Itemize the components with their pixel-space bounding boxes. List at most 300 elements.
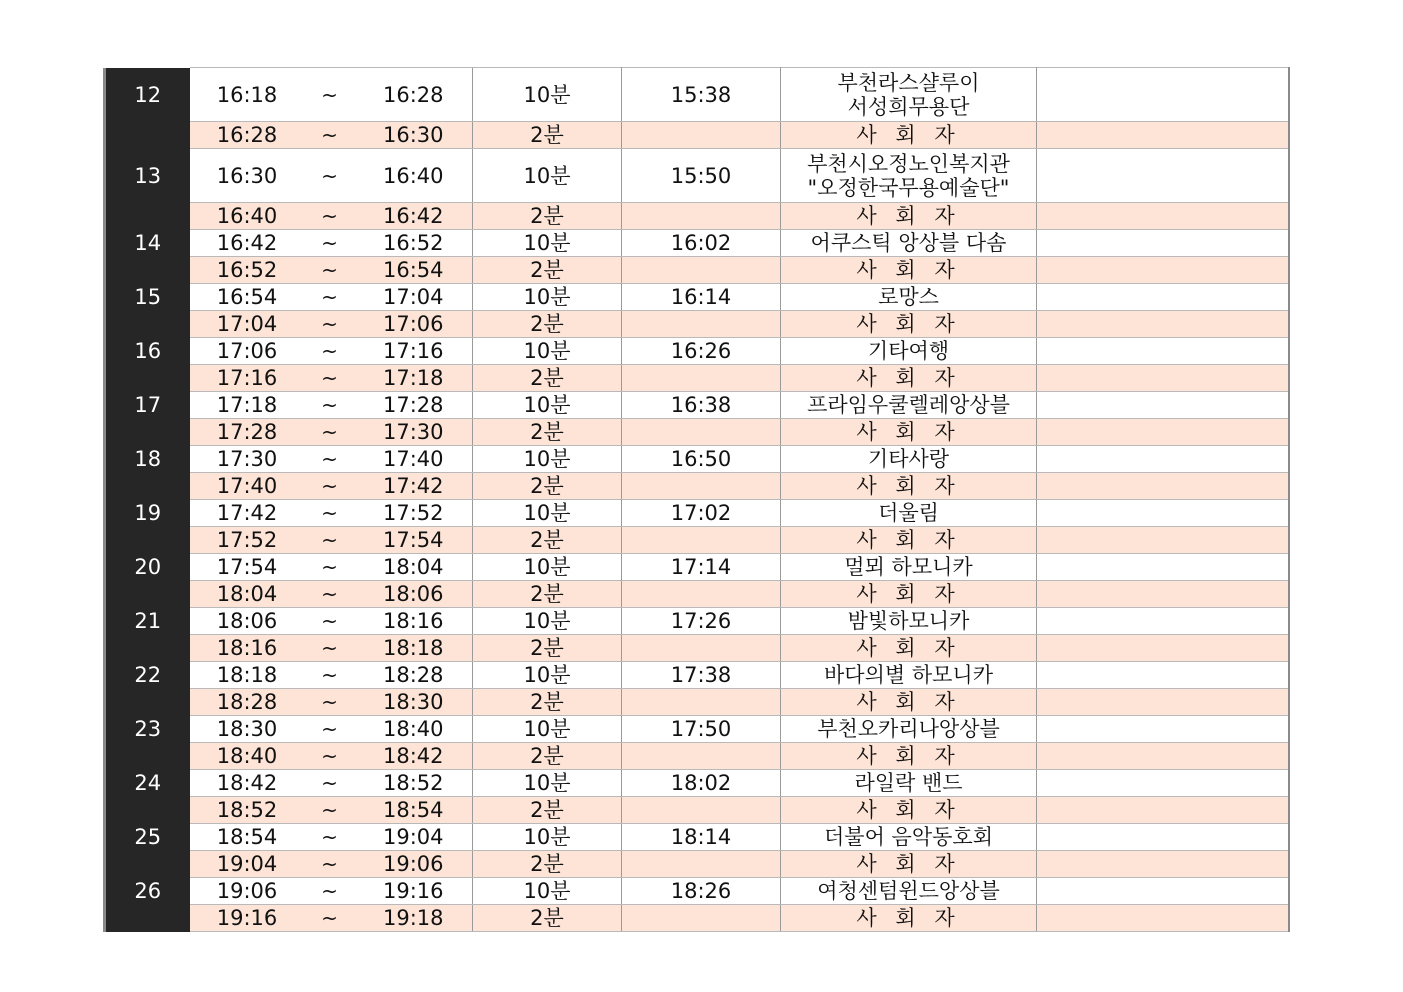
end-time-cell: 18:54 (355, 797, 473, 824)
performer-name-cell (781, 257, 1037, 284)
end-time-cell: 19:04 (355, 824, 473, 851)
performer-name-cell (781, 311, 1037, 338)
performer-name-cell (781, 365, 1037, 392)
duration-cell: 10분 (473, 554, 622, 581)
performance-row (105, 716, 1289, 743)
duration-cell: 2분 (473, 581, 622, 608)
performer-name-line: 멀뫼 하모니카 (844, 555, 973, 579)
performance-number-cell (105, 473, 190, 500)
performance-number-cell: 15 (105, 284, 190, 311)
start-time-cell: 17:06 (190, 338, 305, 365)
performance-number-cell (105, 905, 190, 932)
host-break-row (105, 203, 1289, 230)
end-time-cell: 18:16 (355, 608, 473, 635)
host-break-row (105, 419, 1289, 446)
time-separator-cell: ~ (305, 446, 355, 473)
end-time-cell: 17:06 (355, 311, 473, 338)
performance-row (105, 500, 1289, 527)
performer-name-cell (781, 473, 1037, 500)
time-separator-cell: ~ (305, 365, 355, 392)
start-time-cell: 17:16 (190, 365, 305, 392)
end-time-cell: 18:52 (355, 770, 473, 797)
time-separator-cell: ~ (305, 797, 355, 824)
performer-name-cell (781, 608, 1037, 635)
end-time-cell: 18:18 (355, 635, 473, 662)
end-time-cell: 17:40 (355, 446, 473, 473)
start-time-cell: 19:16 (190, 905, 305, 932)
performer-name-line: 사 회 자 (856, 420, 961, 444)
host-break-row (105, 851, 1289, 878)
performance-number-cell (105, 743, 190, 770)
duration-cell: 2분 (473, 851, 622, 878)
host-break-row (105, 257, 1289, 284)
arrival-time-cell: 16:38 (622, 392, 781, 419)
arrival-time-cell: 16:14 (622, 284, 781, 311)
note-cell (1037, 149, 1289, 203)
end-time-cell: 19:06 (355, 851, 473, 878)
performer-name-line: "오정한국무용예술단" (807, 175, 1010, 200)
performer-name-cell (781, 743, 1037, 770)
start-time-cell: 16:28 (190, 122, 305, 149)
end-time-cell: 17:04 (355, 284, 473, 311)
duration-cell: 2분 (473, 122, 622, 149)
note-cell (1037, 392, 1289, 419)
start-time-cell: 18:06 (190, 608, 305, 635)
duration-cell: 10분 (473, 608, 622, 635)
arrival-time-cell (622, 743, 781, 770)
note-cell (1037, 797, 1289, 824)
note-cell (1037, 770, 1289, 797)
end-time-cell: 16:52 (355, 230, 473, 257)
arrival-time-cell: 16:02 (622, 230, 781, 257)
note-cell (1037, 500, 1289, 527)
end-time-cell: 18:42 (355, 743, 473, 770)
host-break-row (105, 689, 1289, 716)
time-separator-cell: ~ (305, 716, 355, 743)
performer-name-line: 사 회 자 (856, 123, 961, 147)
duration-cell: 2분 (473, 473, 622, 500)
performance-number-cell (105, 797, 190, 824)
performer-name-line: 사 회 자 (856, 636, 961, 660)
arrival-time-cell: 16:26 (622, 338, 781, 365)
schedule-table (103, 67, 1290, 932)
performance-number-cell (105, 203, 190, 230)
note-cell (1037, 419, 1289, 446)
performer-name-line: 부천라스샬루이 (837, 70, 980, 95)
performance-number-cell: 25 (105, 824, 190, 851)
time-separator-cell: ~ (305, 500, 355, 527)
duration-cell: 2분 (473, 365, 622, 392)
host-break-row (105, 527, 1289, 554)
time-separator-cell: ~ (305, 527, 355, 554)
performance-number-cell: 24 (105, 770, 190, 797)
duration-cell: 2분 (473, 635, 622, 662)
end-time-cell: 16:30 (355, 122, 473, 149)
arrival-time-cell (622, 257, 781, 284)
duration-cell: 10분 (473, 716, 622, 743)
note-cell (1037, 608, 1289, 635)
performer-name-line: 사 회 자 (856, 204, 961, 228)
schedule-body (105, 68, 1289, 932)
performer-name-cell (781, 392, 1037, 419)
end-time-cell: 18:06 (355, 581, 473, 608)
performance-row (105, 554, 1289, 581)
performer-name-cell (781, 905, 1037, 932)
host-break-row (105, 797, 1289, 824)
time-separator-cell: ~ (305, 554, 355, 581)
time-separator-cell: ~ (305, 770, 355, 797)
duration-cell: 10분 (473, 392, 622, 419)
note-cell (1037, 284, 1289, 311)
note-cell (1037, 311, 1289, 338)
performance-number-cell: 18 (105, 446, 190, 473)
duration-cell: 2분 (473, 311, 622, 338)
start-time-cell: 17:40 (190, 473, 305, 500)
performer-name-cell (781, 527, 1037, 554)
start-time-cell: 18:28 (190, 689, 305, 716)
arrival-time-cell (622, 365, 781, 392)
performer-name-line: 어쿠스틱 앙상블 다솜 (810, 231, 1007, 255)
start-time-cell: 17:18 (190, 392, 305, 419)
start-time-cell: 18:04 (190, 581, 305, 608)
duration-cell: 10분 (473, 284, 622, 311)
duration-cell: 2분 (473, 743, 622, 770)
performance-number-cell (105, 122, 190, 149)
arrival-time-cell (622, 635, 781, 662)
performance-number-cell: 19 (105, 500, 190, 527)
performer-name-cell (781, 716, 1037, 743)
end-time-cell: 18:40 (355, 716, 473, 743)
arrival-time-cell: 17:02 (622, 500, 781, 527)
performer-name-line: 로망스 (878, 285, 939, 309)
performer-name-cell (781, 878, 1037, 905)
performer-name-line: 서성희무용단 (847, 94, 970, 119)
note-cell (1037, 365, 1289, 392)
arrival-time-cell (622, 527, 781, 554)
performer-name-line: 사 회 자 (856, 312, 961, 336)
duration-cell: 10분 (473, 338, 622, 365)
end-time-cell: 19:16 (355, 878, 473, 905)
performer-name-line: 더불어 음악동호회 (824, 825, 993, 849)
arrival-time-cell: 17:14 (622, 554, 781, 581)
note-cell (1037, 257, 1289, 284)
performance-number-cell (105, 365, 190, 392)
start-time-cell: 17:52 (190, 527, 305, 554)
end-time-cell: 17:16 (355, 338, 473, 365)
time-separator-cell: ~ (305, 284, 355, 311)
performer-name-line: 기타여행 (867, 339, 950, 363)
performer-name-cell (781, 230, 1037, 257)
arrival-time-cell: 18:14 (622, 824, 781, 851)
start-time-cell: 18:16 (190, 635, 305, 662)
performer-name-line: 바다의별 하모니카 (824, 663, 993, 687)
performer-name-cell (781, 419, 1037, 446)
performance-row (105, 230, 1289, 257)
performance-number-cell: 17 (105, 392, 190, 419)
performance-number-cell: 20 (105, 554, 190, 581)
performance-row (105, 284, 1289, 311)
start-time-cell: 16:42 (190, 230, 305, 257)
performer-name-cell (781, 662, 1037, 689)
end-time-cell: 17:54 (355, 527, 473, 554)
note-cell (1037, 716, 1289, 743)
duration-cell: 2분 (473, 257, 622, 284)
duration-cell: 10분 (473, 878, 622, 905)
arrival-time-cell: 16:50 (622, 446, 781, 473)
note-cell (1037, 230, 1289, 257)
host-break-row (105, 311, 1289, 338)
performer-name-cell (781, 338, 1037, 365)
duration-cell: 10분 (473, 149, 622, 203)
performer-name-cell (781, 581, 1037, 608)
end-time-cell: 16:42 (355, 203, 473, 230)
performance-number-cell: 13 (105, 149, 190, 203)
time-separator-cell: ~ (305, 878, 355, 905)
start-time-cell: 18:52 (190, 797, 305, 824)
duration-cell: 2분 (473, 527, 622, 554)
performer-name-cell (781, 122, 1037, 149)
note-cell (1037, 851, 1289, 878)
performance-number-cell (105, 527, 190, 554)
time-separator-cell: ~ (305, 122, 355, 149)
performer-name-line: 기타사랑 (867, 447, 950, 471)
performance-number-cell (105, 851, 190, 878)
performer-name-cell (781, 284, 1037, 311)
end-time-cell: 19:18 (355, 905, 473, 932)
performer-name-line: 사 회 자 (856, 690, 961, 714)
performance-number-cell: 22 (105, 662, 190, 689)
time-separator-cell: ~ (305, 311, 355, 338)
start-time-cell: 18:54 (190, 824, 305, 851)
performance-row (105, 68, 1289, 122)
duration-cell: 2분 (473, 419, 622, 446)
performer-name-line: 사 회 자 (856, 258, 961, 282)
end-time-cell: 18:28 (355, 662, 473, 689)
start-time-cell: 18:42 (190, 770, 305, 797)
start-time-cell: 19:04 (190, 851, 305, 878)
performance-number-cell: 16 (105, 338, 190, 365)
arrival-time-cell: 17:38 (622, 662, 781, 689)
performer-name-line: 여청센텀윈드앙상블 (817, 879, 1000, 903)
note-cell (1037, 446, 1289, 473)
arrival-time-cell (622, 851, 781, 878)
time-separator-cell: ~ (305, 635, 355, 662)
performance-row (105, 149, 1289, 203)
performer-name-line: 밤빛하모니카 (847, 609, 970, 633)
note-cell (1037, 473, 1289, 500)
note-cell (1037, 68, 1289, 122)
time-separator-cell: ~ (305, 824, 355, 851)
end-time-cell: 17:42 (355, 473, 473, 500)
end-time-cell: 17:18 (355, 365, 473, 392)
duration-cell: 10분 (473, 446, 622, 473)
performance-row (105, 338, 1289, 365)
arrival-time-cell: 17:26 (622, 608, 781, 635)
start-time-cell: 16:40 (190, 203, 305, 230)
time-separator-cell: ~ (305, 338, 355, 365)
host-break-row (105, 743, 1289, 770)
end-time-cell: 17:28 (355, 392, 473, 419)
time-separator-cell: ~ (305, 743, 355, 770)
performance-number-cell: 14 (105, 230, 190, 257)
arrival-time-cell (622, 473, 781, 500)
note-cell (1037, 554, 1289, 581)
duration-cell: 2분 (473, 203, 622, 230)
end-time-cell: 16:28 (355, 68, 473, 122)
time-separator-cell: ~ (305, 662, 355, 689)
note-cell (1037, 689, 1289, 716)
arrival-time-cell (622, 905, 781, 932)
performer-name-cell (781, 68, 1037, 122)
performance-number-cell: 26 (105, 878, 190, 905)
performer-name-line: 사 회 자 (856, 528, 961, 552)
duration-cell: 10분 (473, 68, 622, 122)
start-time-cell: 18:18 (190, 662, 305, 689)
performer-name-line: 더울림 (878, 501, 939, 525)
performance-number-cell (105, 581, 190, 608)
performer-name-cell (781, 824, 1037, 851)
note-cell (1037, 581, 1289, 608)
start-time-cell: 16:18 (190, 68, 305, 122)
performance-number-cell (105, 635, 190, 662)
note-cell (1037, 122, 1289, 149)
performance-row (105, 878, 1289, 905)
arrival-time-cell (622, 122, 781, 149)
time-separator-cell: ~ (305, 608, 355, 635)
duration-cell: 2분 (473, 905, 622, 932)
host-break-row (105, 905, 1289, 932)
performance-number-cell (105, 419, 190, 446)
performer-name-line: 부천시오정노인복지관 (807, 151, 1010, 176)
time-separator-cell: ~ (305, 68, 355, 122)
note-cell (1037, 662, 1289, 689)
performer-name-line: 프라임우쿨렐레앙상블 (807, 393, 1010, 417)
performer-name-cell (781, 635, 1037, 662)
performer-name-cell (781, 203, 1037, 230)
start-time-cell: 17:30 (190, 446, 305, 473)
host-break-row (105, 365, 1289, 392)
arrival-time-cell: 18:02 (622, 770, 781, 797)
end-time-cell: 16:40 (355, 149, 473, 203)
note-cell (1037, 635, 1289, 662)
start-time-cell: 17:42 (190, 500, 305, 527)
performance-number-cell (105, 689, 190, 716)
performer-name-cell (781, 446, 1037, 473)
performer-name-line: 사 회 자 (856, 366, 961, 390)
arrival-time-cell: 15:50 (622, 149, 781, 203)
performer-name-cell (781, 554, 1037, 581)
note-cell (1037, 743, 1289, 770)
performance-row (105, 608, 1289, 635)
start-time-cell: 16:30 (190, 149, 305, 203)
time-separator-cell: ~ (305, 689, 355, 716)
performer-name-line: 라일락 밴드 (854, 771, 963, 795)
arrival-time-cell (622, 581, 781, 608)
start-time-cell: 18:40 (190, 743, 305, 770)
host-break-row (105, 473, 1289, 500)
arrival-time-cell (622, 797, 781, 824)
performer-name-cell (781, 149, 1037, 203)
performer-name-cell (781, 500, 1037, 527)
performance-row (105, 662, 1289, 689)
start-time-cell: 19:06 (190, 878, 305, 905)
time-separator-cell: ~ (305, 149, 355, 203)
performer-name-line: 사 회 자 (856, 582, 961, 606)
arrival-time-cell: 17:50 (622, 716, 781, 743)
performer-name-line: 사 회 자 (856, 744, 961, 768)
performer-name-line: 부천오카리나앙상블 (817, 717, 1000, 741)
start-time-cell: 16:54 (190, 284, 305, 311)
duration-cell: 2분 (473, 797, 622, 824)
performance-number-cell: 12 (105, 68, 190, 122)
start-time-cell: 17:54 (190, 554, 305, 581)
time-separator-cell: ~ (305, 473, 355, 500)
performance-row (105, 446, 1289, 473)
note-cell (1037, 527, 1289, 554)
end-time-cell: 18:30 (355, 689, 473, 716)
performance-row (105, 392, 1289, 419)
performer-name-cell (781, 797, 1037, 824)
duration-cell: 10분 (473, 500, 622, 527)
time-separator-cell: ~ (305, 203, 355, 230)
performer-name-cell (781, 851, 1037, 878)
performance-row (105, 770, 1289, 797)
start-time-cell: 17:28 (190, 419, 305, 446)
duration-cell: 2분 (473, 689, 622, 716)
time-separator-cell: ~ (305, 419, 355, 446)
note-cell (1037, 203, 1289, 230)
performer-name-line: 사 회 자 (856, 906, 961, 930)
host-break-row (105, 122, 1289, 149)
duration-cell: 10분 (473, 230, 622, 257)
performer-name-cell (781, 689, 1037, 716)
performer-name-cell (781, 770, 1037, 797)
arrival-time-cell: 15:38 (622, 68, 781, 122)
duration-cell: 10분 (473, 770, 622, 797)
performance-row (105, 824, 1289, 851)
arrival-time-cell (622, 419, 781, 446)
arrival-time-cell (622, 311, 781, 338)
host-break-row (105, 581, 1289, 608)
end-time-cell: 16:54 (355, 257, 473, 284)
performance-number-cell: 23 (105, 716, 190, 743)
end-time-cell: 17:30 (355, 419, 473, 446)
time-separator-cell: ~ (305, 851, 355, 878)
performer-name-line: 사 회 자 (856, 474, 961, 498)
time-separator-cell: ~ (305, 581, 355, 608)
performance-number-cell: 21 (105, 608, 190, 635)
time-separator-cell: ~ (305, 257, 355, 284)
start-time-cell: 17:04 (190, 311, 305, 338)
arrival-time-cell (622, 689, 781, 716)
host-break-row (105, 635, 1289, 662)
duration-cell: 10분 (473, 824, 622, 851)
end-time-cell: 17:52 (355, 500, 473, 527)
arrival-time-cell: 18:26 (622, 878, 781, 905)
performer-name-line: 사 회 자 (856, 852, 961, 876)
time-separator-cell: ~ (305, 392, 355, 419)
start-time-cell: 16:52 (190, 257, 305, 284)
time-separator-cell: ~ (305, 905, 355, 932)
performer-name-line: 사 회 자 (856, 798, 961, 822)
note-cell (1037, 338, 1289, 365)
arrival-time-cell (622, 203, 781, 230)
time-separator-cell: ~ (305, 230, 355, 257)
note-cell (1037, 905, 1289, 932)
start-time-cell: 18:30 (190, 716, 305, 743)
performance-number-cell (105, 257, 190, 284)
end-time-cell: 18:04 (355, 554, 473, 581)
